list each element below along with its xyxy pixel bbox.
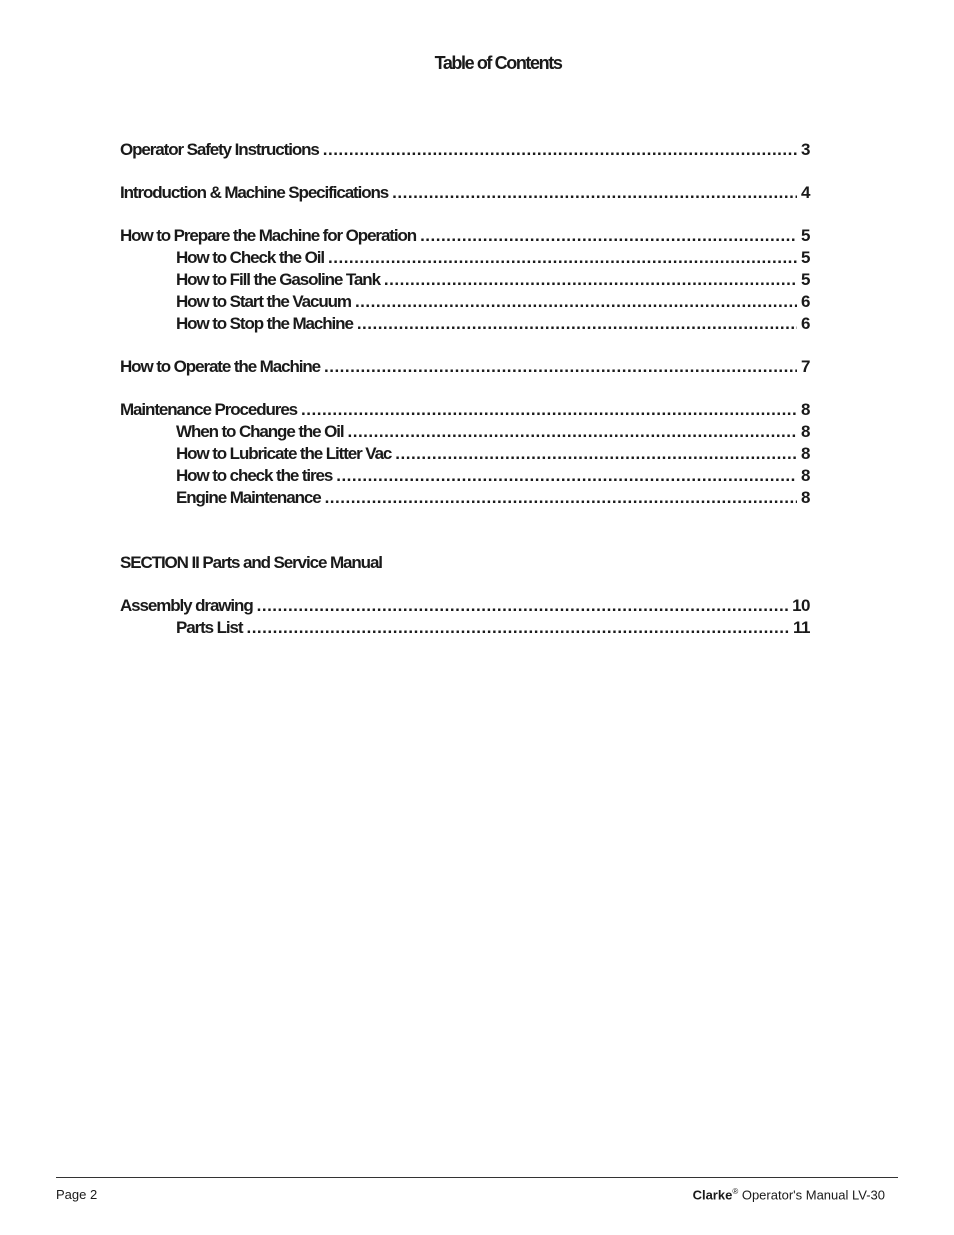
- toc-leader-dots: [301, 399, 797, 421]
- toc-leader-dots: [395, 443, 797, 465]
- toc-entry-page: 11: [793, 618, 810, 637]
- toc-subentry[interactable]: [120, 313, 810, 335]
- toc-entry-label: How to Check the Oil: [176, 248, 325, 267]
- toc-entry-page: 6: [801, 292, 810, 311]
- table-of-contents: [120, 139, 810, 639]
- footer-page-label: Page 2: [56, 1187, 98, 1202]
- toc-entry[interactable]: [120, 356, 810, 378]
- toc-subentry[interactable]: [120, 487, 810, 509]
- toc-leader-dots: [357, 313, 797, 335]
- toc-entry-label: Operator Safety Instructions: [120, 140, 319, 159]
- toc-entry-page: 8: [801, 488, 810, 507]
- toc-entry-page: 8: [801, 422, 810, 441]
- toc-entry-label: Introduction & Machine Specifications: [120, 183, 389, 202]
- toc-leader-dots: [246, 617, 789, 639]
- toc-entry-page: 7: [801, 357, 810, 376]
- toc-leader-dots: [323, 139, 797, 161]
- toc-leader-dots: [328, 247, 797, 269]
- page-title: Table of Contents: [434, 53, 562, 73]
- toc-entry-label: How to check the tires: [176, 466, 333, 485]
- toc-entry-page: 4: [801, 183, 810, 202]
- toc-leader-dots: [257, 595, 788, 617]
- toc-subentry[interactable]: [120, 247, 810, 269]
- toc-entry-page: 8: [801, 444, 810, 463]
- toc-entry-page: 10: [792, 596, 810, 615]
- toc-leader-dots: [324, 356, 797, 378]
- toc-entry-label: Assembly drawing: [120, 596, 253, 615]
- toc-entry-label: How to Fill the Gasoline Tank: [176, 270, 380, 289]
- toc-entry-label: Maintenance Procedures: [120, 400, 298, 419]
- toc-leader-dots: [384, 269, 797, 291]
- toc-entry-page: 5: [801, 226, 810, 245]
- toc-subentry[interactable]: [120, 443, 810, 465]
- toc-entry-label: How to Start the Vacuum: [176, 292, 351, 311]
- toc-leader-dots: [355, 291, 797, 313]
- manual-title: Operator's Manual LV-30: [741, 1187, 885, 1203]
- toc-entry-page: 3: [801, 140, 810, 159]
- footer-manual-title: [693, 1187, 885, 1202]
- toc-entry-page: 8: [801, 400, 810, 419]
- toc-entry[interactable]: [120, 139, 810, 161]
- toc-leader-dots: [325, 487, 797, 509]
- toc-entry[interactable]: [120, 225, 810, 247]
- registered-mark: ®: [732, 1187, 739, 1196]
- section-heading: SECTION II Parts and Service Manual: [120, 553, 382, 572]
- toc-entry-page: 5: [801, 270, 810, 289]
- toc-entry-label: Engine Maintenance: [176, 488, 321, 507]
- toc-subentry[interactable]: [120, 421, 810, 443]
- toc-leader-dots: [336, 465, 797, 487]
- toc-subentry[interactable]: [120, 291, 810, 313]
- toc-entry-label: How to Stop the Machine: [176, 314, 353, 333]
- toc-subentry[interactable]: [120, 465, 810, 487]
- toc-entry-label: Parts List: [176, 618, 243, 637]
- toc-entry-label: When to Change the Oil: [176, 422, 344, 441]
- toc-entry-label: How to Prepare the Machine for Operation: [120, 226, 417, 245]
- toc-subentry[interactable]: [120, 269, 810, 291]
- toc-entry-page: 6: [801, 314, 810, 333]
- toc-entry-page: 5: [801, 248, 810, 267]
- toc-entry[interactable]: [120, 182, 810, 204]
- toc-entry[interactable]: [120, 595, 810, 617]
- brand-name: Clarke: [692, 1187, 733, 1203]
- toc-leader-dots: [420, 225, 797, 247]
- toc-entry[interactable]: [120, 399, 810, 421]
- toc-subentry[interactable]: [120, 617, 810, 639]
- toc-entry-label: How to Lubricate the Litter Vac: [176, 444, 392, 463]
- toc-entry-page: 8: [801, 466, 810, 485]
- toc-leader-dots: [392, 182, 797, 204]
- toc-entry-label: How to Operate the Machine: [120, 357, 320, 376]
- toc-leader-dots: [348, 421, 798, 443]
- footer-divider: [56, 1177, 898, 1178]
